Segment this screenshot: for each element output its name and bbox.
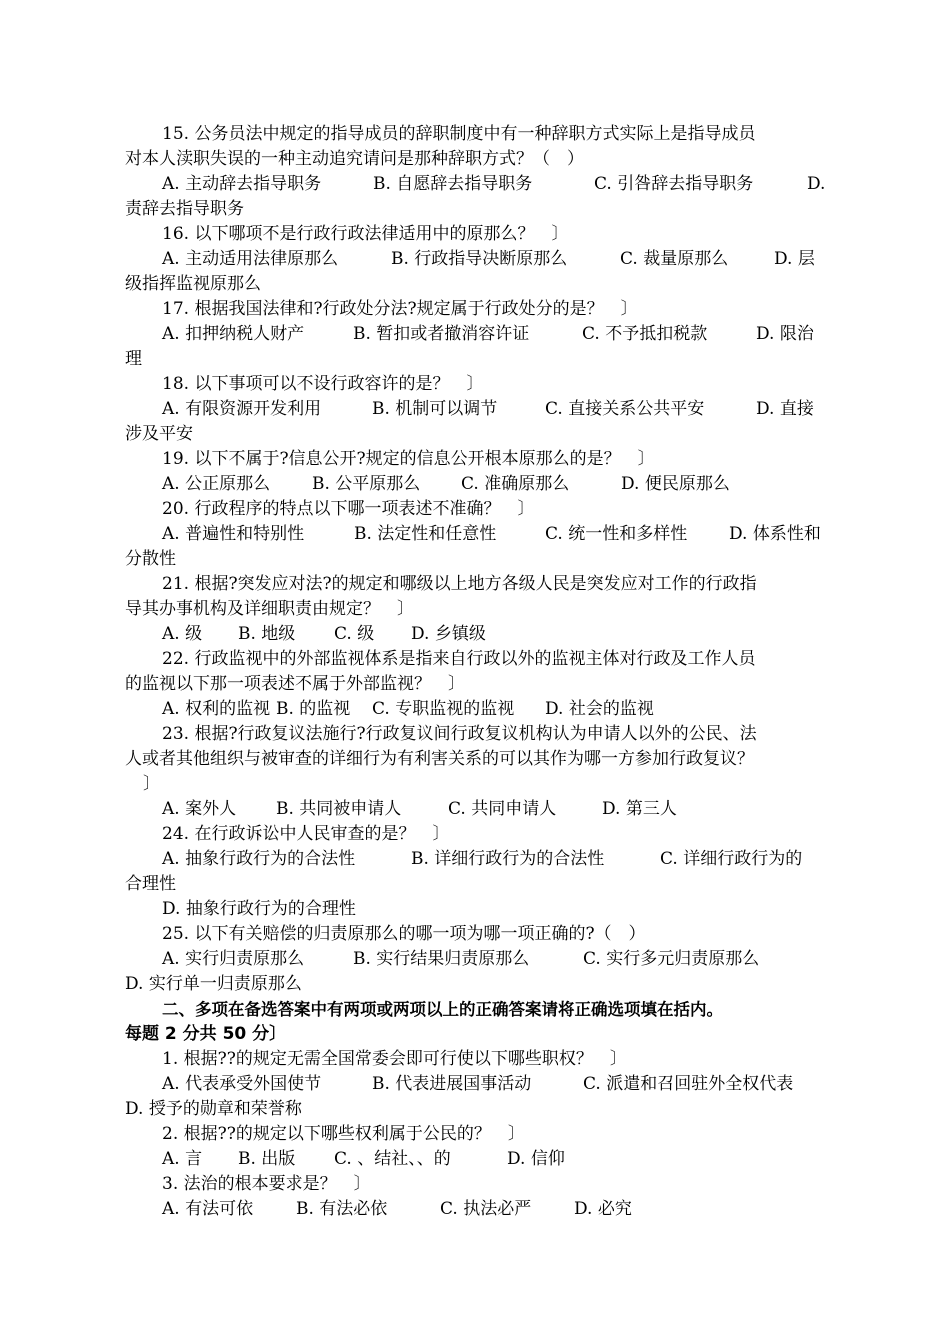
option: A. 案外人 <box>162 799 237 819</box>
option: C. 引咎辞去指导职务 <box>594 174 754 194</box>
option: A. 主动辞去指导职务 <box>162 174 322 194</box>
question-21-line-2: 导其办事机构及详细职责由规定？ 〕 <box>125 599 414 619</box>
option: D. 第三人 <box>602 799 677 819</box>
option: A. 扣押纳税人财产 <box>162 324 305 344</box>
question-22-line-1: 22. 行政监视中的外部监视体系是指来自行政以外的监视主体对行政及工作人员 <box>162 649 756 669</box>
multi-question-1: 1. 根据??的规定无需全国常委会即可行使以下哪些职权？ 〕 <box>162 1049 627 1069</box>
question-21-options <box>162 622 862 647</box>
question-16: 16. 以下哪项不是行政行政法律适用中的原那么？ 〕 <box>162 224 569 244</box>
section-2-heading: 二、多项在备选答案中有两项或两项以上的正确答案请将正确选项填在括内。 <box>162 1000 723 1019</box>
question-24-option-d: D. 抽象行政行为的合理性 <box>162 899 356 919</box>
option: A. 权利的监视 <box>162 699 271 719</box>
question-16-options <box>162 247 862 272</box>
option: C. 级 <box>334 624 375 644</box>
option: C. 不予抵扣税款 <box>582 324 708 344</box>
question-15-line-3: 责辞去指导职务 <box>125 199 244 219</box>
option: B. 机制可以调节 <box>372 399 498 419</box>
option: B. 实行结果归责原那么 <box>353 949 530 969</box>
question-25-option-d: D. 实行单一归责原那么 <box>125 974 302 994</box>
option: D. 便民原那么 <box>621 474 730 494</box>
option: B. 行政指导决断原那么 <box>391 249 568 269</box>
question-22-options <box>162 697 862 722</box>
option: D. 乡镇级 <box>411 624 486 644</box>
option: D. 体系性和 <box>729 524 821 544</box>
option: B. 代表进展国事活动 <box>372 1074 532 1094</box>
multi-question-3-options <box>162 1197 862 1222</box>
question-23-line-1: 23. 根据?行政复议法施行?行政复议间行政复议机构认为申请人以外的公民、法 <box>162 724 757 744</box>
option: B. 详细行政行为的合法性 <box>411 849 605 869</box>
option: C. 详细行政行为的 <box>660 849 803 869</box>
question-23-line-3: 〕 <box>143 774 160 794</box>
question-17: 17. 根据我国法律和?行政处分法?规定属于行政处分的是？ 〕 <box>162 299 638 319</box>
question-25: 25. 以下有关赔偿的归责原那么的哪一项为哪一项正确的?（ ） <box>162 924 646 944</box>
question-19-options <box>162 472 862 497</box>
option: B. 共同被申请人 <box>276 799 402 819</box>
question-15-options <box>162 172 862 197</box>
option: D. 信仰 <box>507 1149 565 1169</box>
option: C. 共同申请人 <box>448 799 557 819</box>
option: C. 执法必严 <box>440 1199 532 1219</box>
option: B. 自愿辞去指导职务 <box>373 174 533 194</box>
multi-question-1-option-d: D. 授予的勋章和荣誉称 <box>125 1099 302 1119</box>
option: D. 层 <box>774 249 815 269</box>
option: A. 代表承受外国使节 <box>162 1074 322 1094</box>
option: A. 抽象行政行为的合法性 <box>162 849 356 869</box>
option: B. 有法必依 <box>296 1199 388 1219</box>
option: D. <box>807 174 826 194</box>
option: A. 普遍性和特别性 <box>162 524 305 544</box>
question-25-options <box>162 947 862 972</box>
option: A. 公正原那么 <box>162 474 271 494</box>
option: C. 直接关系公共平安 <box>545 399 705 419</box>
question-19: 19. 以下不属于?信息公开?规定的信息公开根本原那么的是？ 〕 <box>162 449 655 469</box>
option: C. 派遣和召回驻外全权代表 <box>583 1074 794 1094</box>
option: A. 有法可依 <box>162 1199 254 1219</box>
section-2-heading-cont: 每题 2 分共 50 分〕 <box>125 1024 287 1044</box>
question-18-cont: 涉及平安 <box>125 424 193 444</box>
option: C. 、结社、、的 <box>334 1149 451 1169</box>
option: D. 直接 <box>756 399 814 419</box>
option: B. 公平原那么 <box>312 474 421 494</box>
question-21-line-1: 21. 根据?突发应对法?的规定和哪级以上地方各级人民是突发应对工作的行政指 <box>162 574 757 594</box>
option: C. 实行多元归责原那么 <box>583 949 760 969</box>
question-16-cont: 级指挥监视原那么 <box>125 274 261 294</box>
option: A. 级 <box>162 624 203 644</box>
multi-question-3: 3. 法治的根本要求是？ 〕 <box>162 1174 371 1194</box>
question-22-line-2: 的监视以下那一项表述不属于外部监视？ 〕 <box>125 674 465 694</box>
option: C. 专职监视的监视 <box>372 699 515 719</box>
option: A. 有限资源开发利用 <box>162 399 322 419</box>
question-23-line-2: 人或者其他组织与被审查的详细行为有利害关系的可以其作为哪一方参加行政复议？ <box>125 749 754 769</box>
option: A. 主动适用法律原那么 <box>162 249 339 269</box>
option: D. 必究 <box>574 1199 632 1219</box>
option: B. 出版 <box>238 1149 296 1169</box>
multi-question-2: 2. 根据??的规定以下哪些权利属于公民的？ 〕 <box>162 1124 525 1144</box>
option: D. 限治 <box>756 324 814 344</box>
option: D. 社会的监视 <box>545 699 654 719</box>
question-17-options <box>162 322 862 347</box>
question-23-options <box>162 797 862 822</box>
question-24-cont: 合理性 <box>125 874 176 894</box>
option: A. 言 <box>162 1149 203 1169</box>
multi-question-1-options <box>162 1072 862 1097</box>
question-24: 24. 在行政诉讼中人民审查的是？ 〕 <box>162 824 450 844</box>
option: C. 裁量原那么 <box>620 249 729 269</box>
question-17-cont: 理 <box>125 349 142 369</box>
question-15-line-2: 对本人渎职失误的一种主动追究请问是那种辞职方式？（ ） <box>125 149 584 169</box>
question-15-line-1: 15. 公务员法中规定的指导成员的辞职制度中有一种辞职方式实际上是指导成员 <box>162 124 756 144</box>
question-18: 18. 以下事项可以不设行政容许的是？ 〕 <box>162 374 484 394</box>
option: B. 的监视 <box>276 699 351 719</box>
option: C. 准确原那么 <box>461 474 570 494</box>
option: A. 实行归责原那么 <box>162 949 305 969</box>
question-20-cont: 分散性 <box>125 549 176 569</box>
question-24-options <box>162 847 862 872</box>
option: B. 法定性和任意性 <box>354 524 497 544</box>
question-18-options <box>162 397 862 422</box>
question-20-options <box>162 522 862 547</box>
question-20: 20. 行政程序的特点以下哪一项表述不准确？ 〕 <box>162 499 535 519</box>
option: B. 暂扣或者撤消容许证 <box>353 324 530 344</box>
option: C. 统一性和多样性 <box>545 524 688 544</box>
multi-question-2-options <box>162 1147 862 1172</box>
option: B. 地级 <box>238 624 296 644</box>
